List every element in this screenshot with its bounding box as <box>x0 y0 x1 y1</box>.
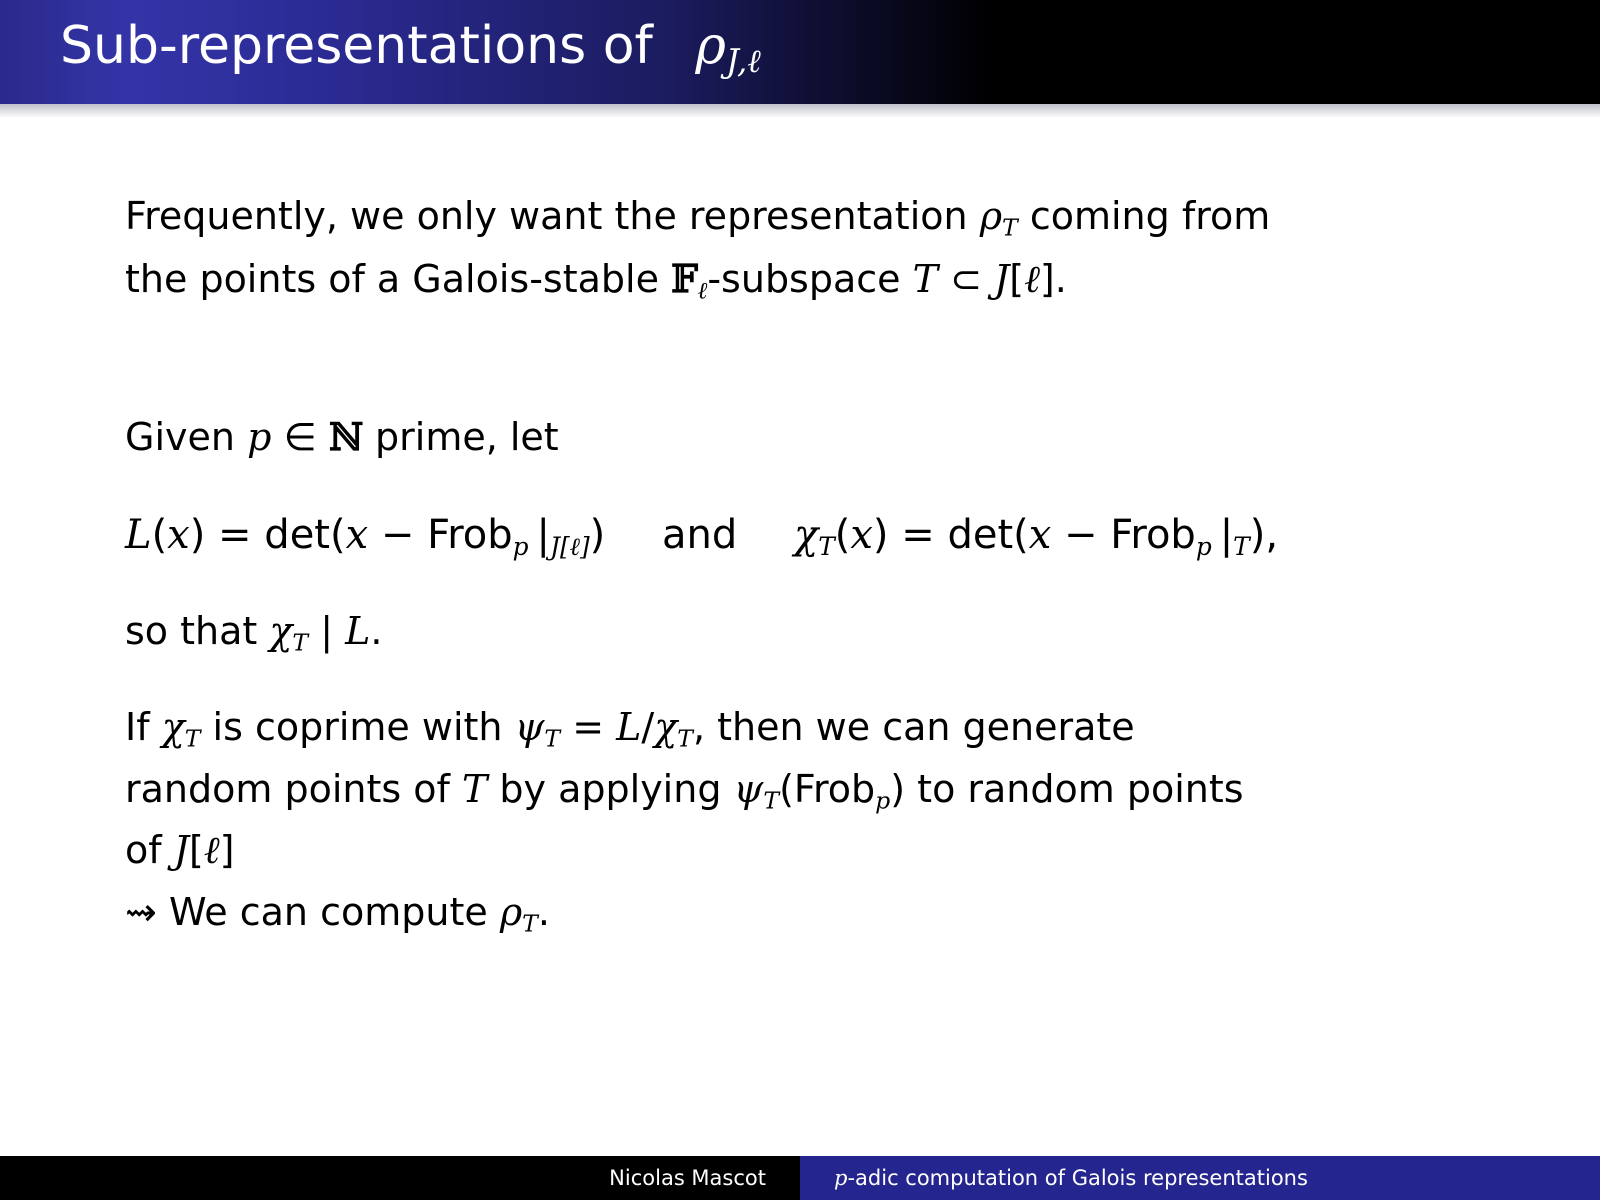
intro-text-c: the points of a Galois-stable <box>125 256 659 301</box>
paragraph-line: of J[ℓ] <box>125 828 235 873</box>
x-symbol: x <box>345 511 369 558</box>
intro-period: . <box>1054 256 1067 301</box>
by-applying-text: by applying <box>499 766 722 811</box>
so-that-text: so that <box>125 609 258 654</box>
period: . <box>370 609 383 654</box>
psi-symbol: ψ <box>733 766 764 811</box>
slide-content <box>125 186 1495 943</box>
T-symbol: T <box>912 256 938 301</box>
chi-symbol: χ <box>161 704 185 749</box>
frob-subscript-p: p <box>512 531 529 561</box>
equals-symbol: = <box>572 704 605 749</box>
leads-to-arrow-icon: ⇝ <box>125 889 157 934</box>
page-title <box>60 16 761 80</box>
T-symbol: T <box>461 766 488 811</box>
conclusion-text: We can compute <box>168 889 488 934</box>
then-text: , then we can generate <box>692 704 1135 749</box>
L-symbol: L <box>345 609 371 654</box>
intro-text-b: coming from <box>1029 194 1271 238</box>
x-symbol: x <box>850 511 873 558</box>
restriction-subscript-Jell: J[ℓ] <box>549 531 590 561</box>
rho-symbol: ρ <box>499 889 523 934</box>
L-symbol: L <box>125 511 152 558</box>
equation-characteristic-polynomials: L(x) = det(x − Frob$_p$ $|_{J[\ell]}$) and $\chi_T(x) = \det(x$ − Frob$_p$ $|_T$), <box>125 511 1279 561</box>
chi-subscript-T: T <box>677 724 693 753</box>
psi-symbol: ψ <box>514 704 545 749</box>
x-symbol: x <box>167 511 190 558</box>
of-text: of <box>125 828 162 873</box>
chi-subscript-T: T <box>184 724 201 753</box>
chi-symbol: χ <box>654 704 678 749</box>
psi-subscript-T: T <box>763 786 780 815</box>
frob-operator: Frob <box>427 511 513 558</box>
psi-subscript-T: T <box>544 724 561 753</box>
det-operator: det <box>947 511 1014 558</box>
page-title-text: Sub-representations of <box>60 16 653 76</box>
vertical-spacer <box>125 310 1495 406</box>
blackboard-F-symbol: 𝔽 <box>671 255 698 301</box>
element-of-symbol: ∈ <box>283 415 317 460</box>
paragraph-coprime-generation <box>125 697 1495 943</box>
J-symbol: J <box>994 256 1010 301</box>
given-text-a: Given <box>125 415 235 460</box>
ell-symbol: ℓ <box>1024 256 1040 301</box>
given-text-c: prime, let <box>375 415 559 460</box>
paragraph-line: the points of a Galois-stable 𝔽$_\ell$-subspace T ⊂ J[ℓ]. <box>125 255 1067 305</box>
footer-talk-title <box>800 1156 1600 1200</box>
to-random-points-text: to random points <box>917 766 1244 811</box>
L-symbol: L <box>616 704 642 749</box>
x-symbol: x <box>1028 511 1052 558</box>
frob-operator: Frob <box>1110 511 1196 558</box>
F-subscript-ell: ℓ <box>697 276 708 305</box>
rho-subscript-T: T <box>1002 213 1018 242</box>
coprime-text: is coprime with <box>212 704 503 749</box>
slide-footer <box>0 1156 1600 1200</box>
paragraph-line <box>125 882 1495 944</box>
rho-symbol: ρ <box>979 194 1003 238</box>
intro-text-a: Frequently, we only want the representation <box>125 194 968 238</box>
restriction-subscript-T: T <box>1233 531 1250 561</box>
intro-text-d: -subspace <box>707 256 901 301</box>
paragraph-line <box>125 186 1495 248</box>
blackboard-N-symbol: ℕ <box>328 414 363 460</box>
vertical-spacer <box>125 663 1495 697</box>
footer-title-italic-p: p <box>834 1166 848 1190</box>
title-rho-symbol: ρ <box>695 16 726 76</box>
paragraph-representation-intro <box>125 186 1495 310</box>
period: . <box>537 889 550 934</box>
random-points-text: random points of <box>125 766 450 811</box>
J-symbol: J <box>173 828 189 873</box>
vertical-spacer <box>125 567 1495 601</box>
frob-subscript-p: p <box>1195 531 1212 561</box>
det-operator: det <box>264 511 330 558</box>
if-text: If <box>125 704 150 749</box>
footer-title-rest: -adic computation of Galois representations <box>847 1166 1308 1190</box>
paragraph-divisibility <box>125 601 1495 663</box>
divides-symbol: | <box>320 609 334 654</box>
footer-author <box>0 1156 800 1200</box>
and-conjunction: and <box>661 511 738 558</box>
paragraph-line: If $\chi_T$ is coprime with $\psi_T = L/\chi_T$, then we can generate <box>125 704 1135 753</box>
chi-subscript-T: T <box>818 531 835 561</box>
rho-subscript-T: T <box>522 909 538 938</box>
paragraph-given-prime <box>125 406 1495 469</box>
subset-symbol: ⊂ <box>950 256 982 301</box>
ell-symbol: ℓ <box>203 828 220 873</box>
paragraph-line: random points of T by applying $\psi_T(Frob_p)$ to random points <box>125 766 1244 815</box>
title-bar-shadow <box>0 104 1600 118</box>
chi-subscript-T: T <box>292 629 309 658</box>
footer-author-name: Nicolas Mascot <box>609 1166 766 1190</box>
frob-operator: Frob <box>793 766 876 811</box>
chi-symbol: χ <box>269 609 293 654</box>
frob-subscript-p: p <box>875 786 891 815</box>
p-symbol: p <box>247 415 272 460</box>
title-rho-subscript: J,ℓ <box>725 42 761 81</box>
chi-symbol: χ <box>793 511 819 558</box>
vertical-spacer <box>125 469 1495 503</box>
slide-title-bar <box>0 0 1600 104</box>
